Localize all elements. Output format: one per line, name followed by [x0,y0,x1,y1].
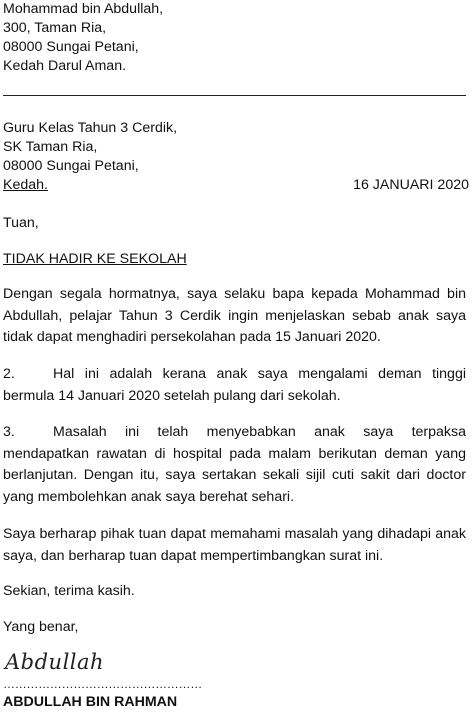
letter-date: 16 JANUARI 2020 [353,177,469,193]
recipient-line: Guru Kelas Tahun 3 Cerdik, [3,120,178,136]
paragraph-3-text: Masalah ini telah menyebabkan anak saya terpaksa mendapatkan rawatan di hospital pada malam berikutan deman yang berlanjutan. Dengan itu, saya sertakan sekali sijil cuti sakit dari doctor yang membolehkan anak saya berehat sehari. [3,424,466,505]
closing: Sekian, terima kasih. [3,583,135,599]
paragraph-1-text: Dengan segala hormatnya, saya selaku bapa kepada Mohammad bin Abdullah, pelajar Tahun 3 Cerdik ingin menjelaskan sebab anak saya tidak dapat menghadiri persekolahan pada 15 Januari 2020. [3,286,466,345]
paragraph-1 [3,284,466,349]
paragraph-3 [3,422,466,508]
subject-heading: TIDAK HADIR KE SEKOLAH [3,251,187,267]
header-divider [3,95,466,96]
sender-name: Mohammad bin Abdullah, [3,1,164,17]
paragraph-2-text: Hal ini adalah kerana anak saya mengalami deman tinggi bermula 14 Januari 2020 setelah pulang dari sekolah. [3,366,466,404]
paragraph-4-text: Saya berharap pihak tuan dapat memahami masalah yang dihadapi anak saya, dan berharap tuan dapat mempertimbangkan surat ini. [3,526,466,564]
salutation: Tuan, [3,215,39,231]
paragraph-4 [3,524,466,567]
sender-address-line: 08000 Sungai Petani, [3,39,139,55]
signer-name: ABDULLAH BIN RAHMAN [3,694,178,710]
recipient-line: SK Taman Ria, [3,139,98,155]
handwritten-signature: Abdullah [5,650,105,674]
paragraph-2 [3,364,466,407]
signature-dotted-line: …………………………………………… [3,677,202,691]
paragraph-2-number: 2. [3,366,15,382]
recipient-line: 08000 Sungai Petani, [3,158,139,174]
sender-address-line: 300, Taman Ria, [3,20,107,36]
sender-address-line: Kedah Darul Aman. [3,58,127,74]
valediction: Yang benar, [3,619,79,635]
paragraph-3-number: 3. [3,424,15,440]
letter-page [3,0,469,713]
recipient-state: Kedah. [3,177,48,193]
